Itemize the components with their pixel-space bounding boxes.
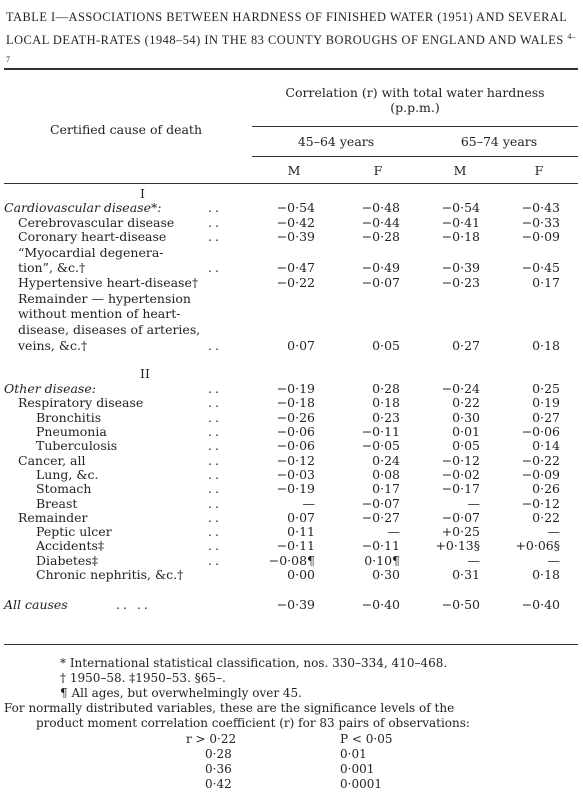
leader-dots: ..: [208, 395, 222, 410]
table-row: [0, 338, 583, 353]
correlation-value: −0·39: [441, 260, 480, 275]
correlation-value: −0·42: [276, 215, 315, 230]
cause-label: All causes: [4, 597, 68, 612]
correlation-value: 0·27: [532, 410, 560, 425]
table-number: TABLE I: [6, 10, 56, 24]
correlation-value: −0·49: [361, 260, 400, 275]
table-row: [0, 260, 583, 275]
leader-dots: ..: [208, 467, 222, 482]
correlation-value: —: [467, 553, 480, 568]
correlation-value: −0·07: [361, 496, 400, 511]
correlation-value: −0·43: [521, 200, 560, 215]
cause-label: Peptic ulcer: [36, 524, 112, 539]
cause-label: Pneumonia: [36, 424, 107, 439]
table-row: [0, 567, 583, 582]
correlation-value: −0·44: [361, 215, 400, 230]
correlation-value: −0·12: [276, 453, 315, 468]
cause-label: Accidents‡: [36, 538, 105, 553]
leader-dots: ..: [208, 538, 222, 553]
leader-dots: ..: [208, 410, 222, 425]
table-row: [0, 510, 583, 525]
cause-label: “Myocardial degenera-: [18, 245, 164, 260]
significance-r: 0·28: [205, 747, 232, 761]
leader-dots: ..: [208, 200, 222, 215]
correlation-value: 0·18: [532, 338, 560, 353]
cause-label: Coronary heart-disease: [18, 229, 167, 244]
correlation-value: 0·18: [532, 567, 560, 582]
age-group-header: 65–74 years: [460, 134, 538, 149]
cause-label: Cancer, all: [18, 453, 86, 468]
table-row: [0, 215, 583, 230]
footnote-ages: ¶ All ages, but overwhelmingly over 45.: [60, 686, 302, 700]
correlation-value: 0·19: [532, 395, 560, 410]
correlation-value: −0·41: [441, 215, 480, 230]
correlation-value: —: [547, 524, 560, 539]
correlation-value: −0·07: [441, 510, 480, 525]
significance-note: For normally distributed variables, these are the significance levels of the: [4, 701, 455, 715]
correlation-value: −0·11: [361, 424, 400, 439]
correlation-value: −0·19: [276, 481, 315, 496]
table-row: [0, 467, 583, 482]
rule-age-groups: [252, 126, 578, 127]
correlation-value: −0·22: [276, 275, 315, 290]
correlation-value: 0·26: [532, 481, 560, 496]
cause-label: Diabetes‡: [36, 553, 98, 568]
correlation-value: −0·05: [361, 438, 400, 453]
units-header: (p.p.m.): [390, 100, 440, 115]
cause-label: disease, diseases of arteries,: [18, 322, 201, 337]
correlation-value: −0·50: [441, 597, 480, 612]
correlation-value: −0·06: [276, 424, 315, 439]
significance-p: 0·01: [340, 747, 367, 761]
leader-dots: ..: [208, 438, 222, 453]
rule-table-bottom: [4, 644, 578, 645]
correlation-value: −0·02: [441, 467, 480, 482]
correlation-value: −0·54: [276, 200, 315, 215]
cause-label: Lung, &c.: [36, 467, 99, 482]
correlation-value: 0·28: [372, 381, 400, 396]
significance-p: 0·0001: [340, 777, 382, 791]
cause-label: Breast: [36, 496, 78, 511]
correlation-value: −0·03: [276, 467, 315, 482]
rule-top: [4, 68, 578, 70]
cause-label: without mention of heart-: [18, 306, 181, 321]
table-row: [0, 395, 583, 410]
leader-dots: ..: [208, 481, 222, 496]
leader-dots: ..: [208, 338, 222, 353]
correlation-value: 0·18: [372, 395, 400, 410]
correlation-value: —: [302, 496, 315, 511]
correlation-value: 0·14: [532, 438, 560, 453]
correlation-value: +0·13§: [435, 538, 480, 553]
sex-header: M: [287, 163, 301, 178]
cause-label: Cerebrovascular disease: [18, 215, 175, 230]
significance-p: P < 0·05: [340, 732, 393, 746]
cause-label: Bronchitis: [36, 410, 102, 425]
correlation-value: −0·18: [441, 229, 480, 244]
table-row: [0, 524, 583, 539]
correlation-value: 0·31: [452, 567, 480, 582]
section-heading-row: [0, 366, 583, 381]
table-row: [0, 496, 583, 511]
correlation-value: +0·25: [441, 524, 480, 539]
correlation-value: −0·09: [521, 229, 560, 244]
correlation-value: −0·40: [521, 597, 560, 612]
cause-label: Hypertensive heart-disease†: [18, 275, 199, 290]
correlation-value: 0·11: [287, 524, 315, 539]
title-references: 4–7: [6, 32, 576, 65]
correlation-value: −0·24: [441, 381, 480, 396]
correlation-value: 0·00: [287, 567, 315, 582]
cause-label: Stomach: [36, 481, 92, 496]
correlation-value: −0·26: [276, 410, 315, 425]
table-caption: [6, 8, 578, 73]
correlation-value: −0·47: [276, 260, 315, 275]
footnote-dates: † 1950–58. ‡1950–53. §65–.: [60, 671, 226, 685]
leader-dots: ..: [208, 510, 222, 525]
correlation-value: −0·18: [276, 395, 315, 410]
correlation-value: 0·17: [372, 481, 400, 496]
correlation-value: 0·05: [372, 338, 400, 353]
cause-label: Remainder — hypertension: [18, 291, 191, 306]
correlation-value: −0·39: [276, 597, 315, 612]
correlation-value: −0·19: [276, 381, 315, 396]
rule-header-bottom: [4, 183, 578, 184]
correlation-value: 0·25: [532, 381, 560, 396]
correlation-value: −0·07: [361, 275, 400, 290]
cause-label: Respiratory disease: [18, 395, 144, 410]
correlation-value: −0·09: [521, 467, 560, 482]
correlation-value: −0·23: [441, 275, 480, 290]
cause-label: Tuberculosis: [36, 438, 118, 453]
table-row: [0, 453, 583, 468]
correlation-value: −0·12: [521, 496, 560, 511]
table-row: [0, 538, 583, 553]
table-row: [0, 381, 583, 396]
correlation-value: −0·17: [441, 481, 480, 496]
sex-header: M: [453, 163, 467, 178]
rule-sexes: [252, 156, 578, 157]
correlation-value: 0·17: [532, 275, 560, 290]
correlation-value: 0·24: [372, 453, 400, 468]
correlation-header: Correlation (r) with total water hardness: [285, 85, 545, 100]
leader-dots: ..: [208, 381, 222, 396]
table-row: [0, 410, 583, 425]
significance-r: r > 0·22: [186, 732, 237, 746]
table-title: —ASSOCIATIONS BETWEEN HARDNESS OF FINISHED WATER (1951) AND SEVERAL LOCAL DEATH-RATES (1948–54) IN THE 83 COUNTY BOROUGHS OF ENGLAND AND WALES: [6, 10, 567, 48]
cause-label: veins, &c.†: [18, 338, 88, 353]
correlation-value: −0·22: [521, 453, 560, 468]
significance-note: product moment correlation coefficient (r) for 83 pairs of observations:: [36, 716, 470, 730]
table-row: [0, 229, 583, 244]
correlation-value: —: [547, 553, 560, 568]
correlation-value: −0·39: [276, 229, 315, 244]
correlation-value: 0·23: [372, 410, 400, 425]
correlation-value: −0·12: [441, 453, 480, 468]
leader-dots: ..: [208, 553, 222, 568]
section-heading-row: [0, 186, 583, 201]
correlation-value: −0·08¶: [268, 553, 315, 568]
correlation-value: 0·08: [372, 467, 400, 482]
cause-label: Other disease:: [4, 381, 96, 396]
correlation-value: 0·07: [287, 338, 315, 353]
correlation-value: —: [387, 524, 400, 539]
correlation-value: −0·11: [276, 538, 315, 553]
correlation-value: −0·45: [521, 260, 560, 275]
table-row: [0, 553, 583, 568]
correlation-value: 0·01: [452, 424, 480, 439]
table-row: [0, 481, 583, 496]
age-group-header: 45–64 years: [297, 134, 375, 149]
table-row: [0, 306, 583, 321]
correlation-value: 0·30: [452, 410, 480, 425]
footnote-classification: * International statistical classification, nos. 330–334, 410–468.: [60, 656, 448, 670]
leader-dots: .. ..: [116, 597, 151, 612]
table-row: [0, 322, 583, 337]
correlation-value: −0·40: [361, 597, 400, 612]
table-row: [0, 245, 583, 260]
table-row: [0, 424, 583, 439]
leader-dots: ..: [208, 229, 222, 244]
table-row: [0, 275, 583, 290]
significance-r: 0·36: [205, 762, 232, 776]
sex-header: F: [534, 163, 544, 178]
leader-dots: ..: [208, 496, 222, 511]
correlation-value: 0·10¶: [364, 553, 400, 568]
correlation-value: 0·30: [372, 567, 400, 582]
table-row: [0, 200, 583, 215]
correlation-value: −0·28: [361, 229, 400, 244]
correlation-value: 0·22: [452, 395, 480, 410]
stub-header: Certified cause of death: [49, 122, 202, 137]
leader-dots: ..: [208, 260, 222, 275]
correlation-value: −0·06: [521, 424, 560, 439]
correlation-value: −0·27: [361, 510, 400, 525]
table-row: [0, 597, 583, 612]
correlation-value: −0·48: [361, 200, 400, 215]
correlation-value: −0·11: [361, 538, 400, 553]
table-row: [0, 438, 583, 453]
table-row: [0, 291, 583, 306]
section-label: II: [140, 366, 150, 381]
sex-header: F: [373, 163, 383, 178]
significance-r: 0·42: [205, 777, 232, 791]
leader-dots: ..: [208, 453, 222, 468]
cause-label: Chronic nephritis, &c.†: [36, 567, 184, 582]
correlation-value: 0·07: [287, 510, 315, 525]
cause-label: Cardiovascular disease*:: [4, 200, 162, 215]
cause-label: tion”, &c.†: [18, 260, 86, 275]
correlation-value: −0·33: [521, 215, 560, 230]
correlation-value: −0·06: [276, 438, 315, 453]
correlation-value: —: [467, 496, 480, 511]
leader-dots: ..: [208, 424, 222, 439]
leader-dots: ..: [208, 215, 222, 230]
correlation-value: −0·54: [441, 200, 480, 215]
correlation-value: 0·22: [532, 510, 560, 525]
cause-label: Remainder: [18, 510, 88, 525]
section-label: I: [140, 186, 145, 201]
correlation-value: +0·06§: [515, 538, 560, 553]
significance-p: 0·001: [340, 762, 375, 776]
leader-dots: ..: [208, 524, 222, 539]
correlation-value: 0·27: [452, 338, 480, 353]
correlation-value: 0·05: [452, 438, 480, 453]
